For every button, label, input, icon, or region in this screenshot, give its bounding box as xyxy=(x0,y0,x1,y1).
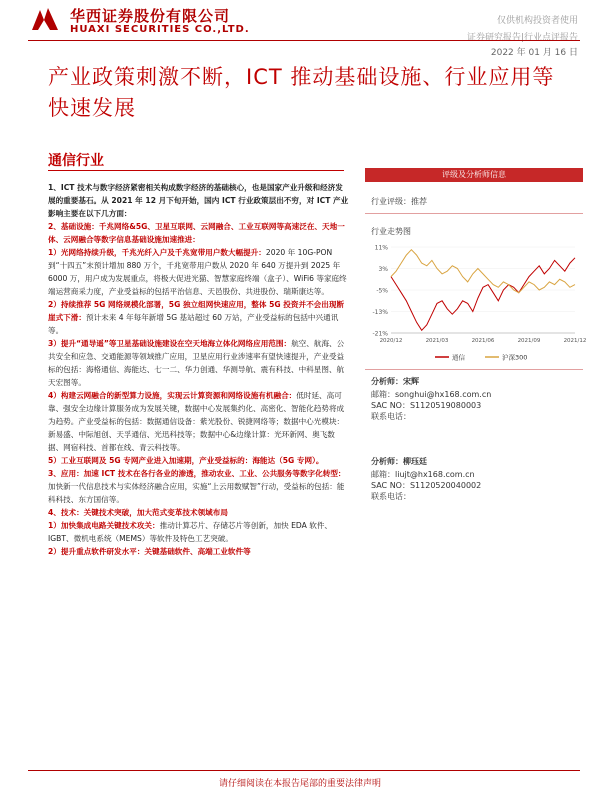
rating-value: 推荐 xyxy=(411,197,427,206)
paragraph-10-head: 1）加快集成电路关键技术攻关： xyxy=(48,521,160,530)
x-tick-label: 2021/09 xyxy=(517,338,541,344)
paragraph-4-head: 2）持续推荐 5G 网络规模化部署，5G 独立组网快速应用，整体 5G 投资并不会出现断崖式下滑： xyxy=(48,300,345,322)
paragraph-3-head: 1）光网络持续升级，千兆光纤入户及千兆宽带用户数大幅提升： xyxy=(48,248,266,257)
footer-divider xyxy=(28,770,580,771)
paragraph-3-body: 2020 年 10G-PON 到“十四五”末预计增加 880 万个，千兆宽带用户数从 2020 年 640 万提升到 2025 年 6000 万，用户成为发展重点，将极大促进光猫、智慧家庭终端（盒子）、WiFi6 等家庭终端运营商采力度，产业受益标的包括平治信息、天邑股份、共进股份、瑞斯康达等。 xyxy=(48,248,347,296)
report-body xyxy=(48,181,350,558)
analyst-2-contact: 联系电话： xyxy=(371,492,411,501)
paragraph-7: 5）工业互联网及 5G 专网产业进入加速期，产业受益标的：海能达（5G 专网）。 xyxy=(48,456,324,465)
paragraph-10-body: 推动计算芯片、存储芯片等创新，加快 EDA 软件、IGBT、微机电系统（MEMS）等软件及特色工艺突破。 xyxy=(48,521,333,543)
analyst-2-name: 柳珏廷 xyxy=(403,457,427,466)
sidebar-divider xyxy=(365,369,583,370)
rating-label: 行业评级： xyxy=(371,197,411,206)
paragraph-4-body: 预计未来 4 年每年新增 5G 基站超过 60 万站，产业受益标的包括中兴通讯等。 xyxy=(48,313,339,335)
y-tick-label: -13% xyxy=(372,309,388,316)
report-title: 产业政策刺激不断，ICT 推动基础设施、行业应用等快速发展 xyxy=(48,65,555,120)
sidebar-divider xyxy=(365,213,583,214)
y-tick-label: -5% xyxy=(376,287,388,295)
analyst-1-email[interactable]: 邮箱：songhui@hx168.com.cn xyxy=(371,390,492,399)
tagline: 仅供机构投资者使用 xyxy=(496,16,578,26)
industry-label: 通信行业 xyxy=(48,153,104,169)
x-tick-label: 2021/03 xyxy=(425,338,449,344)
paragraph-11: 2）提升重点软件研发水平：关键基础软件、高端工业软件等 xyxy=(48,547,251,556)
paragraph-3 xyxy=(48,246,350,298)
x-tick-label: 2021/06 xyxy=(471,338,495,344)
report-date: 2022 年 01 月 16 日 xyxy=(490,48,578,58)
company-name-cn: 华西证券股份有限公司 xyxy=(70,7,231,25)
header-divider xyxy=(28,40,580,41)
analyst-1-label: 分析师： xyxy=(371,377,403,386)
paragraph-5-body: 航空、航海、公共安全和应急、交通能源等领域推广应用，卫星应用行业涉速率有望快速提升，产业受益标的包括：海格通信、海能达、七一二、华力创通、华测导航、震有科技、中科星图、航天宏图等。 xyxy=(48,339,345,387)
y-tick-label: 3% xyxy=(378,266,388,273)
paragraph-1: 1、ICT 技术与数字经济紧密相关构成数字经济的基础核心，也是国家产业升级和经济发展的重要基石。从 2021 年 12 月下旬开始，国内 ICT 行业政策层出不穷，对 ICT 产业影响主要在以下几方面： xyxy=(48,183,349,218)
analyst-2-email[interactable]: 邮箱：liujt@hx168.com.cn xyxy=(371,470,475,479)
paragraph-6-head: 4）构建云网融合的新型算力设施，实现云计算资源和网络设施有机融合： xyxy=(48,391,297,400)
industry-trend-chart xyxy=(365,241,587,365)
paragraph-5-head: 3）提升“通导遥”等卫星基础设施建设在空天地海立体化网络应用范围： xyxy=(48,339,292,348)
report-type: 证券研究报告|行业点评报告 xyxy=(466,33,578,43)
industry-rating xyxy=(365,196,583,207)
analyst-1-sac: SAC NO：S1120519080003 xyxy=(371,401,482,410)
paragraph-6-body: 低时延、高可靠、强安全边缘计算服务成为发展关键，数据中心发展集约化、高密化、智能化趋势将成为趋势。产业受益标的包括：数据通信设备：紫光股份、锐捷网络等；数据中心光模块：新易盛、中际旭创、天孚通信、光迅科技等；数据中心&边缘计算：光环新网、奥飞数据、网宿科技、首都在线、青云科技等。 xyxy=(48,391,345,452)
paragraph-8-head: 3、应用：加速 ICT 技术在各行各业的渗透，推动农业、工业、公共服务等数字化转型： xyxy=(48,469,346,478)
company-logo-icon xyxy=(30,6,60,32)
y-tick-label: 11% xyxy=(374,244,388,252)
analyst-2-sac: SAC NO：S1120520040002 xyxy=(371,481,482,490)
industry-divider xyxy=(48,170,344,171)
legal-notice: 请仔细阅读在本报告尾部的重要法律声明 xyxy=(218,779,381,789)
y-tick-label: -21% xyxy=(372,330,388,338)
paragraph-10 xyxy=(48,519,350,545)
paragraph-2: 2、基础设施：千兆网络&5G、卫星互联网、云网融合、工业互联网等高速泛在、天地一体、云网融合等数字信息基础设施加速推进： xyxy=(48,222,345,244)
analyst-1-name: 宋辉 xyxy=(403,377,419,386)
legend-label: 通信 xyxy=(452,353,465,362)
paragraph-5 xyxy=(48,337,350,389)
paragraph-8-body: 加快新一代信息技术与实体经济融合应用，实施“上云用数赋智”行动，受益标的包括：能科科技、东方国信等。 xyxy=(48,482,345,504)
analyst-2 xyxy=(365,456,583,467)
paragraph-6 xyxy=(48,389,350,454)
trend-label: 行业走势图 xyxy=(371,227,411,236)
analyst-sidebar xyxy=(365,168,587,502)
paragraph-9: 4、技术：关键技术突破，加大范式变革技术领域布局 xyxy=(48,508,228,517)
paragraph-4 xyxy=(48,298,350,337)
legend-label: 沪深300 xyxy=(502,353,528,362)
x-tick-label: 2021/12 xyxy=(563,338,587,344)
x-tick-label: 2020/12 xyxy=(379,338,403,344)
analyst-2-label: 分析师： xyxy=(371,457,403,466)
paragraph-8 xyxy=(48,467,350,506)
analyst-1 xyxy=(365,376,583,387)
sidebar-header: 评级及分析师信息 xyxy=(365,168,583,182)
analyst-1-contact: 联系电话： xyxy=(371,412,411,421)
company-name-en: HUAXI SECURITIES CO.,LTD. xyxy=(70,24,250,35)
